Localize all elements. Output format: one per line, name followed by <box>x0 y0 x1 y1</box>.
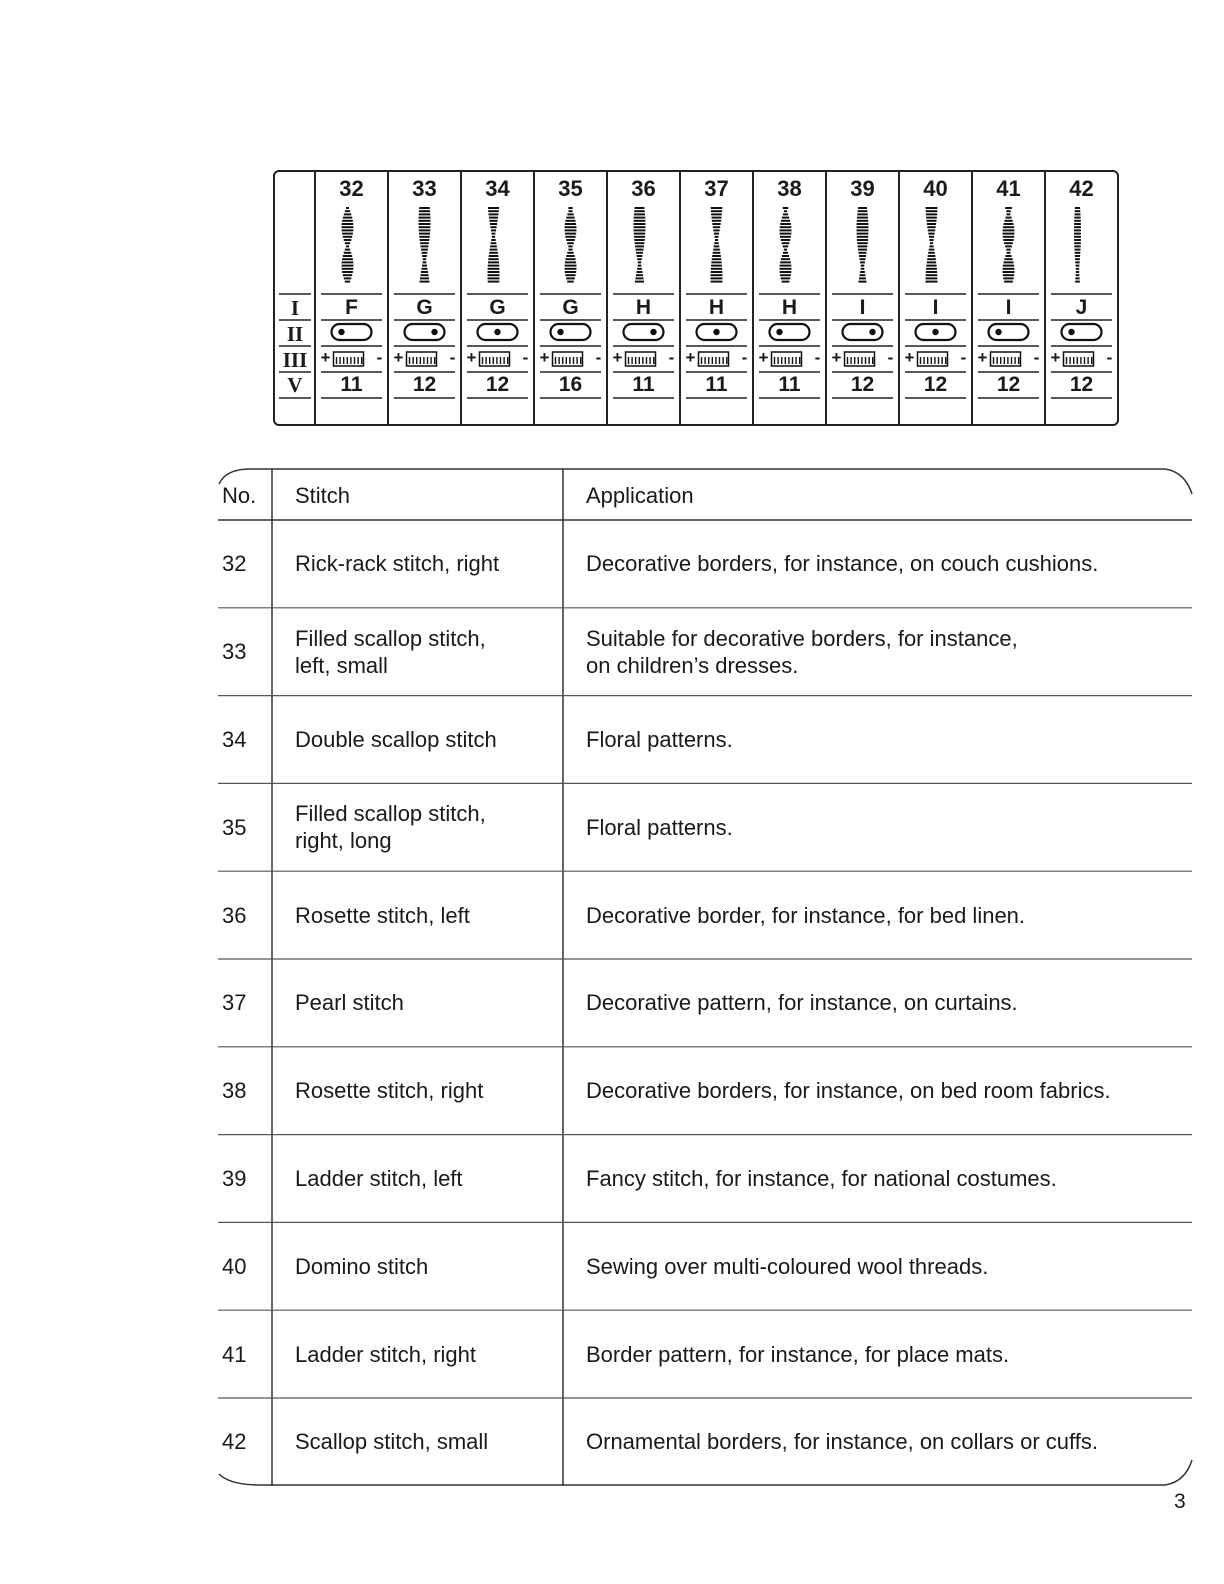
header-application: Application <box>586 483 694 508</box>
row-number: 33 <box>222 639 247 665</box>
row-application: Decorative borders, for instance, on bed room fabrics. <box>586 1078 1111 1104</box>
chart-stitch-number: 36 <box>631 176 656 201</box>
row-stitch-name: Rick-rack stitch, right <box>295 551 500 577</box>
row-stitch-name: Rosette stitch, right <box>295 1078 484 1104</box>
chart-presser-foot: I <box>859 296 866 319</box>
tension-minus-label: - <box>960 348 967 367</box>
row-application: Decorative pattern, for instance, on curtains. <box>586 990 1018 1016</box>
tension-plus-label: + <box>685 348 696 367</box>
row-number: 32 <box>222 551 247 577</box>
chart-stitch-number: 33 <box>412 176 437 201</box>
chart-stitch-length: 11 <box>705 373 728 396</box>
tension-minus-label: - <box>887 348 894 367</box>
row-application: Decorative border, for instance, for bed linen. <box>586 902 1026 928</box>
chart-presser-foot: F <box>345 296 358 319</box>
row-application: Sewing over multi-coloured wool threads. <box>586 1253 989 1279</box>
chart-stitch-number: 38 <box>777 176 802 201</box>
chart-stitch-length: 11 <box>778 373 801 396</box>
chart-presser-foot: J <box>1075 296 1088 319</box>
tension-plus-label: + <box>320 348 331 367</box>
tension-minus-label: - <box>449 348 456 367</box>
tension-minus-label: - <box>814 348 821 367</box>
row-number: 40 <box>222 1253 247 1279</box>
row-label-i: I <box>290 296 300 320</box>
row-label-v: V <box>287 373 303 397</box>
chart-stitch-number: 37 <box>704 176 729 201</box>
chart-stitch-number: 41 <box>996 176 1021 201</box>
tension-minus-label: - <box>741 348 748 367</box>
chart-presser-foot: H <box>635 296 652 319</box>
row-application: Border pattern, for instance, for place mats. <box>586 1341 1010 1367</box>
tension-plus-label: + <box>539 348 550 367</box>
tension-minus-label: - <box>1033 348 1040 367</box>
chart-stitch-length: 11 <box>340 373 363 396</box>
chart-stitch-number: 35 <box>558 176 583 201</box>
chart-presser-foot: G <box>562 296 579 319</box>
page-number: 3 <box>1174 1490 1186 1513</box>
chart-presser-foot: I <box>932 296 939 319</box>
tension-plus-label: + <box>612 348 623 367</box>
row-label-ii: II <box>286 322 304 346</box>
row-stitch-name: Pearl stitch <box>295 990 404 1016</box>
tension-plus-label: + <box>977 348 988 367</box>
chart-presser-foot: G <box>489 296 506 319</box>
tension-plus-label: + <box>758 348 769 367</box>
tension-plus-label: + <box>466 348 477 367</box>
row-stitch-name: Rosette stitch, left <box>295 902 470 928</box>
chart-presser-foot: H <box>781 296 798 319</box>
row-application: Decorative borders, for instance, on couch cushions. <box>586 551 1099 577</box>
chart-stitch-number: 40 <box>923 176 948 201</box>
chart-stitch-length: 12 <box>1069 373 1094 396</box>
chart-stitch-length: 12 <box>485 373 510 396</box>
tension-plus-label: + <box>1050 348 1061 367</box>
chart-stitch-number: 34 <box>485 176 510 201</box>
row-number: 38 <box>222 1078 247 1104</box>
row-number: 41 <box>222 1341 247 1367</box>
chart-presser-foot: I <box>1005 296 1012 319</box>
chart-stitch-number: 32 <box>339 176 364 201</box>
row-application: Floral patterns. <box>586 727 733 752</box>
row-stitch-name: Domino stitch <box>295 1253 429 1279</box>
chart-stitch-length: 12 <box>850 373 875 396</box>
chart-presser-foot: G <box>416 296 433 319</box>
row-stitch-name: Ladder stitch, left <box>295 1166 463 1191</box>
row-application: Suitable for decorative borders, for instance, on children’s dresses. <box>586 625 1018 678</box>
chart-stitch-length: 16 <box>558 373 583 396</box>
tension-plus-label: + <box>831 348 842 367</box>
row-application: Floral patterns. <box>586 814 733 840</box>
tension-minus-label: - <box>1106 348 1113 367</box>
row-stitch-name: Filled scallop stitch, right, long <box>295 801 486 854</box>
tension-plus-label: + <box>393 348 404 367</box>
row-number: 42 <box>222 1429 247 1455</box>
row-label-iii: III <box>282 348 308 372</box>
row-number: 35 <box>222 814 247 840</box>
tension-minus-label: - <box>595 348 602 367</box>
tension-minus-label: - <box>522 348 529 367</box>
chart-stitch-length: 12 <box>412 373 437 396</box>
header-stitch: Stitch <box>295 483 351 508</box>
row-stitch-name: Ladder stitch, right <box>295 1341 476 1367</box>
chart-stitch-length: 12 <box>923 373 948 396</box>
row-stitch-name: Scallop stitch, small <box>295 1429 489 1455</box>
tension-minus-label: - <box>668 348 675 367</box>
row-stitch-name: Double scallop stitch <box>295 727 497 752</box>
tension-plus-label: + <box>904 348 915 367</box>
row-stitch-name: Filled scallop stitch, left, small <box>295 625 486 678</box>
tension-minus-label: - <box>376 348 383 367</box>
row-number: 37 <box>222 990 247 1016</box>
row-number: 39 <box>222 1166 247 1191</box>
row-number: 34 <box>222 727 247 752</box>
chart-stitch-length: 12 <box>996 373 1021 396</box>
chart-stitch-number: 42 <box>1069 176 1094 201</box>
chart-stitch-number: 39 <box>850 176 875 201</box>
chart-presser-foot: H <box>708 296 725 319</box>
chart-stitch-length: 11 <box>632 373 655 396</box>
row-application: Fancy stitch, for instance, for national costumes. <box>586 1166 1057 1191</box>
row-application: Ornamental borders, for instance, on collars or cuffs. <box>586 1429 1098 1455</box>
row-number: 36 <box>222 902 247 928</box>
header-no: No. <box>222 483 257 508</box>
